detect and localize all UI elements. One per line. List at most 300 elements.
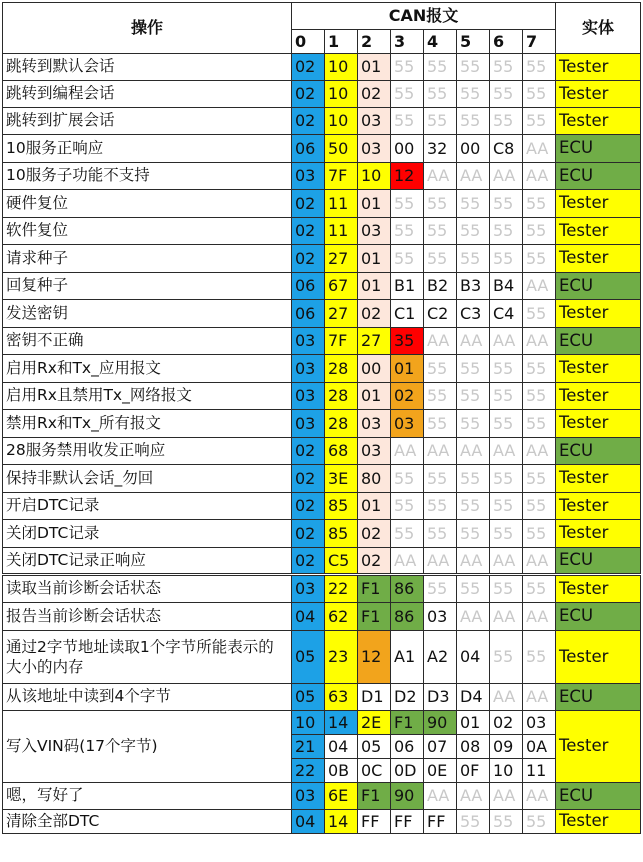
entity-cell: Tester: [556, 190, 641, 218]
byte-cell: 55: [391, 218, 424, 245]
byte-cell: AA: [457, 328, 490, 355]
operation-cell: 关闭DTC记录正响应: [3, 548, 292, 575]
byte-cell: 90: [391, 783, 424, 810]
byte-cell: 21: [292, 735, 325, 759]
table-row: [3, 548, 641, 575]
byte-cell: 28: [325, 355, 358, 383]
byte-cell: A1: [391, 631, 424, 684]
entity-cell: ECU: [556, 783, 641, 810]
byte-cell: 55: [391, 54, 424, 81]
table-row: [3, 575, 641, 603]
byte-cell: 55: [424, 108, 457, 135]
byte-cell: C2: [424, 300, 457, 328]
byte-cell: 22: [292, 759, 325, 783]
byte-cell: AA: [457, 163, 490, 190]
operation-cell: 跳转到扩展会话: [3, 108, 292, 135]
byte-cell: 07: [424, 735, 457, 759]
byte-cell: 05: [292, 631, 325, 684]
byte-cell: 55: [457, 108, 490, 135]
table-row: [3, 438, 641, 465]
byte-cell: AA: [424, 328, 457, 355]
table-row: [3, 603, 641, 631]
table-row: [3, 135, 641, 163]
byte-cell: 02: [292, 245, 325, 273]
byte-cell: 35: [391, 328, 424, 355]
byte-index: 0: [292, 30, 325, 54]
byte-cell: 02: [358, 520, 391, 548]
byte-cell: 7F: [325, 328, 358, 355]
byte-index: 7: [523, 30, 556, 54]
byte-cell: AA: [457, 783, 490, 810]
operation-cell: 启用Rx且禁用Tx_网络报文: [3, 383, 292, 410]
byte-cell: 01: [457, 711, 490, 735]
header-row: [3, 3, 641, 30]
table-row: [3, 355, 641, 383]
byte-cell: 02: [292, 81, 325, 108]
operation-cell: 嗯，写好了: [3, 783, 292, 810]
byte-cell: 55: [490, 520, 523, 548]
operation-cell: 跳转到默认会话: [3, 54, 292, 81]
byte-cell: 55: [523, 81, 556, 108]
byte-cell: 12: [391, 163, 424, 190]
table-row: [3, 465, 641, 493]
byte-cell: 55: [523, 520, 556, 548]
byte-cell: C4: [490, 300, 523, 328]
byte-cell: 06: [292, 273, 325, 300]
byte-cell: AA: [523, 135, 556, 163]
byte-cell: AA: [457, 438, 490, 465]
byte-cell: 55: [523, 575, 556, 603]
byte-cell: 55: [523, 190, 556, 218]
byte-cell: C8: [490, 135, 523, 163]
byte-cell: 02: [292, 190, 325, 218]
byte-cell: 55: [490, 493, 523, 520]
byte-cell: FF: [391, 810, 424, 834]
byte-cell: 03: [358, 438, 391, 465]
byte-cell: 02: [358, 81, 391, 108]
table-row: [3, 383, 641, 410]
byte-cell: 55: [490, 355, 523, 383]
byte-cell: 55: [424, 218, 457, 245]
byte-cell: AA: [424, 783, 457, 810]
byte-cell: 55: [523, 300, 556, 328]
entity-header: 实体: [556, 3, 641, 54]
byte-cell: 55: [457, 245, 490, 273]
byte-cell: 50: [325, 135, 358, 163]
byte-cell: AA: [424, 163, 457, 190]
byte-cell: AA: [424, 438, 457, 465]
operation-cell: 通过2字节地址读取1个字节所能表示的大小的内存: [3, 631, 292, 684]
operation-cell: 软件复位: [3, 218, 292, 245]
byte-cell: 55: [490, 631, 523, 684]
byte-cell: 55: [424, 410, 457, 438]
byte-cell: 7F: [325, 163, 358, 190]
byte-cell: 55: [457, 810, 490, 834]
byte-cell: 02: [292, 54, 325, 81]
byte-cell: 55: [457, 410, 490, 438]
operation-cell: 报告当前诊断会话状态: [3, 603, 292, 631]
byte-cell: 55: [457, 355, 490, 383]
entity-cell: ECU: [556, 328, 641, 355]
byte-cell: 01: [358, 54, 391, 81]
byte-cell: AA: [523, 328, 556, 355]
entity-cell: Tester: [556, 108, 641, 135]
byte-cell: F1: [391, 711, 424, 735]
byte-cell: 85: [325, 493, 358, 520]
byte-cell: AA: [523, 603, 556, 631]
byte-cell: 6E: [325, 783, 358, 810]
byte-cell: 55: [424, 465, 457, 493]
operation-cell: 请求种子: [3, 245, 292, 273]
byte-cell: AA: [490, 163, 523, 190]
table-row: [3, 520, 641, 548]
byte-cell: 01: [391, 355, 424, 383]
byte-cell: D2: [391, 684, 424, 711]
byte-cell: 06: [292, 135, 325, 163]
byte-cell: 0B: [325, 759, 358, 783]
byte-cell: 10: [292, 711, 325, 735]
byte-cell: 55: [457, 218, 490, 245]
byte-cell: 0C: [358, 759, 391, 783]
byte-cell: 55: [523, 493, 556, 520]
byte-index: 4: [424, 30, 457, 54]
entity-cell: Tester: [556, 81, 641, 108]
byte-cell: 01: [358, 383, 391, 410]
byte-cell: 68: [325, 438, 358, 465]
byte-cell: 27: [358, 328, 391, 355]
byte-cell: 03: [391, 410, 424, 438]
byte-cell: 01: [358, 245, 391, 273]
table-row: [3, 108, 641, 135]
can-diagnostic-table: [2, 2, 641, 834]
byte-cell: 55: [391, 493, 424, 520]
byte-cell: 00: [358, 355, 391, 383]
byte-cell: 01: [358, 190, 391, 218]
byte-cell: 55: [457, 383, 490, 410]
table-row: [3, 245, 641, 273]
operation-cell: 开启DTC记录: [3, 493, 292, 520]
byte-cell: 04: [292, 603, 325, 631]
byte-cell: 80: [358, 465, 391, 493]
byte-cell: 02: [292, 465, 325, 493]
byte-cell: AA: [490, 328, 523, 355]
byte-cell: 10: [325, 54, 358, 81]
byte-cell: 08: [457, 735, 490, 759]
byte-cell: 02: [292, 548, 325, 575]
byte-cell: 55: [391, 108, 424, 135]
byte-cell: 0A: [523, 735, 556, 759]
byte-cell: AA: [490, 548, 523, 575]
byte-cell: 55: [457, 465, 490, 493]
byte-cell: AA: [391, 548, 424, 575]
byte-cell: AA: [457, 548, 490, 575]
byte-index: 3: [391, 30, 424, 54]
byte-cell: 55: [490, 465, 523, 493]
byte-cell: 10: [325, 108, 358, 135]
byte-cell: 55: [391, 520, 424, 548]
operation-cell: 关闭DTC记录: [3, 520, 292, 548]
operation-cell: 启用Rx和Tx_应用报文: [3, 355, 292, 383]
byte-cell: 03: [292, 575, 325, 603]
entity-cell: Tester: [556, 245, 641, 273]
byte-cell: FF: [424, 810, 457, 834]
byte-cell: 0E: [424, 759, 457, 783]
operation-cell: 清除全部DTC: [3, 810, 292, 834]
operation-cell: 硬件复位: [3, 190, 292, 218]
entity-cell: ECU: [556, 163, 641, 190]
byte-cell: 32: [424, 135, 457, 163]
byte-cell: F1: [358, 575, 391, 603]
byte-cell: 55: [457, 190, 490, 218]
byte-cell: 03: [523, 711, 556, 735]
byte-cell: 02: [358, 300, 391, 328]
byte-cell: 55: [523, 810, 556, 834]
byte-cell: C1: [391, 300, 424, 328]
byte-cell: 55: [490, 410, 523, 438]
byte-cell: 55: [424, 355, 457, 383]
byte-cell: 02: [391, 383, 424, 410]
byte-cell: AA: [424, 548, 457, 575]
operation-cell: 密钥不正确: [3, 328, 292, 355]
byte-cell: 55: [424, 190, 457, 218]
entity-cell: Tester: [556, 218, 641, 245]
byte-cell: 55: [523, 108, 556, 135]
byte-cell: 10: [325, 81, 358, 108]
byte-cell: 03: [292, 355, 325, 383]
byte-cell: 0D: [391, 759, 424, 783]
byte-cell: 02: [292, 108, 325, 135]
byte-cell: B1: [391, 273, 424, 300]
byte-index: 2: [358, 30, 391, 54]
byte-cell: 06: [391, 735, 424, 759]
byte-cell: 86: [391, 575, 424, 603]
entity-cell: Tester: [556, 520, 641, 548]
byte-cell: 55: [457, 575, 490, 603]
table-row: [3, 190, 641, 218]
byte-index: 1: [325, 30, 358, 54]
can-frame-header: CAN报文: [292, 3, 556, 30]
byte-cell: 55: [490, 108, 523, 135]
operation-cell: 回复种子: [3, 273, 292, 300]
byte-cell: 55: [424, 493, 457, 520]
byte-cell: 55: [490, 383, 523, 410]
byte-cell: 02: [292, 493, 325, 520]
byte-cell: 55: [523, 355, 556, 383]
byte-cell: 90: [424, 711, 457, 735]
entity-cell: ECU: [556, 684, 641, 711]
operation-cell: 28服务禁用收发正响应: [3, 438, 292, 465]
entity-cell: Tester: [556, 300, 641, 328]
entity-cell: Tester: [556, 810, 641, 834]
byte-cell: 04: [457, 631, 490, 684]
entity-cell: ECU: [556, 603, 641, 631]
byte-cell: 55: [523, 465, 556, 493]
byte-cell: 2E: [358, 711, 391, 735]
byte-cell: C3: [457, 300, 490, 328]
byte-cell: 00: [457, 135, 490, 163]
byte-cell: 55: [523, 245, 556, 273]
operation-cell: 读取当前诊断会话状态: [3, 575, 292, 603]
entity-cell: Tester: [556, 383, 641, 410]
byte-cell: 03: [358, 135, 391, 163]
byte-cell: 03: [292, 163, 325, 190]
operation-cell: 写入VIN码(17个字节): [3, 711, 292, 783]
byte-cell: 55: [523, 218, 556, 245]
byte-cell: 23: [325, 631, 358, 684]
byte-cell: AA: [490, 438, 523, 465]
operation-cell: 禁用Rx和Tx_所有报文: [3, 410, 292, 438]
byte-cell: 55: [523, 410, 556, 438]
byte-cell: 55: [457, 54, 490, 81]
byte-cell: 00: [391, 135, 424, 163]
byte-cell: 22: [325, 575, 358, 603]
byte-cell: D1: [358, 684, 391, 711]
operation-cell: 10服务子功能不支持: [3, 163, 292, 190]
byte-cell: 55: [424, 245, 457, 273]
byte-cell: 10: [358, 163, 391, 190]
byte-cell: 55: [457, 81, 490, 108]
byte-cell: 12: [358, 631, 391, 684]
byte-cell: 28: [325, 383, 358, 410]
byte-cell: 63: [325, 684, 358, 711]
byte-cell: D3: [424, 684, 457, 711]
byte-cell: 27: [325, 245, 358, 273]
byte-cell: 55: [391, 190, 424, 218]
byte-cell: AA: [490, 783, 523, 810]
byte-cell: AA: [523, 548, 556, 575]
byte-cell: 04: [292, 810, 325, 834]
byte-cell: 11: [325, 218, 358, 245]
byte-cell: 02: [292, 438, 325, 465]
table-row: [3, 493, 641, 520]
byte-cell: AA: [523, 163, 556, 190]
byte-cell: 0F: [457, 759, 490, 783]
table-row: [3, 300, 641, 328]
byte-cell: 3E: [325, 465, 358, 493]
byte-cell: 55: [490, 218, 523, 245]
entity-cell: Tester: [556, 493, 641, 520]
table-row: [3, 783, 641, 810]
byte-cell: F1: [358, 603, 391, 631]
table-row: [3, 273, 641, 300]
table-row: [3, 328, 641, 355]
byte-cell: B4: [490, 273, 523, 300]
table-row: [3, 218, 641, 245]
entity-cell: ECU: [556, 548, 641, 575]
entity-cell: ECU: [556, 273, 641, 300]
byte-cell: 11: [523, 759, 556, 783]
table-row: [3, 711, 641, 735]
operation-header: 操作: [3, 3, 292, 54]
operation-cell: 10服务正响应: [3, 135, 292, 163]
byte-cell: AA: [523, 438, 556, 465]
byte-cell: 55: [490, 81, 523, 108]
byte-cell: 55: [490, 54, 523, 81]
byte-cell: A2: [424, 631, 457, 684]
byte-cell: 55: [391, 81, 424, 108]
can-diagnostic-table-container: [2, 2, 641, 834]
entity-cell: Tester: [556, 54, 641, 81]
byte-cell: 55: [424, 575, 457, 603]
byte-cell: 55: [457, 493, 490, 520]
byte-cell: AA: [457, 603, 490, 631]
byte-cell: 09: [490, 735, 523, 759]
byte-cell: 02: [292, 520, 325, 548]
byte-cell: 02: [292, 218, 325, 245]
operation-cell: 发送密钥: [3, 300, 292, 328]
byte-cell: 11: [325, 190, 358, 218]
byte-cell: 03: [292, 328, 325, 355]
byte-cell: 28: [325, 410, 358, 438]
byte-cell: 10: [490, 759, 523, 783]
byte-cell: 03: [292, 410, 325, 438]
table-row: [3, 410, 641, 438]
byte-cell: 55: [424, 520, 457, 548]
entity-cell: Tester: [556, 631, 641, 684]
byte-cell: 03: [358, 410, 391, 438]
byte-cell: B2: [424, 273, 457, 300]
byte-cell: 03: [292, 383, 325, 410]
byte-cell: 02: [358, 548, 391, 575]
byte-cell: 55: [490, 575, 523, 603]
byte-cell: AA: [523, 783, 556, 810]
byte-cell: 14: [325, 711, 358, 735]
entity-cell: ECU: [556, 438, 641, 465]
byte-cell: 55: [457, 520, 490, 548]
byte-index: 5: [457, 30, 490, 54]
byte-cell: 55: [424, 54, 457, 81]
table-row: [3, 810, 641, 834]
byte-cell: 05: [358, 735, 391, 759]
byte-cell: AA: [523, 273, 556, 300]
byte-cell: D4: [457, 684, 490, 711]
entity-cell: Tester: [556, 575, 641, 603]
byte-cell: 02: [490, 711, 523, 735]
byte-cell: C5: [325, 548, 358, 575]
entity-cell: Tester: [556, 711, 641, 783]
byte-cell: 01: [358, 493, 391, 520]
table-row: [3, 631, 641, 684]
table-body: [3, 3, 641, 834]
byte-cell: AA: [490, 603, 523, 631]
byte-cell: AA: [391, 438, 424, 465]
byte-cell: 55: [391, 245, 424, 273]
byte-cell: B3: [457, 273, 490, 300]
table-row: [3, 684, 641, 711]
byte-cell: 55: [523, 54, 556, 81]
byte-cell: 55: [523, 631, 556, 684]
byte-index: 6: [490, 30, 523, 54]
byte-cell: 55: [424, 383, 457, 410]
table-row: [3, 163, 641, 190]
entity-cell: ECU: [556, 135, 641, 163]
table-row: [3, 54, 641, 81]
byte-cell: 67: [325, 273, 358, 300]
byte-cell: 55: [391, 465, 424, 493]
byte-cell: 03: [358, 108, 391, 135]
entity-cell: Tester: [556, 355, 641, 383]
byte-cell: 06: [292, 300, 325, 328]
byte-cell: 55: [424, 81, 457, 108]
operation-cell: 跳转到编程会话: [3, 81, 292, 108]
operation-cell: 保持非默认会话_勿回: [3, 465, 292, 493]
byte-cell: 27: [325, 300, 358, 328]
byte-cell: 86: [391, 603, 424, 631]
byte-cell: 55: [490, 190, 523, 218]
byte-cell: 05: [292, 684, 325, 711]
byte-cell: 04: [325, 735, 358, 759]
byte-cell: F1: [358, 783, 391, 810]
